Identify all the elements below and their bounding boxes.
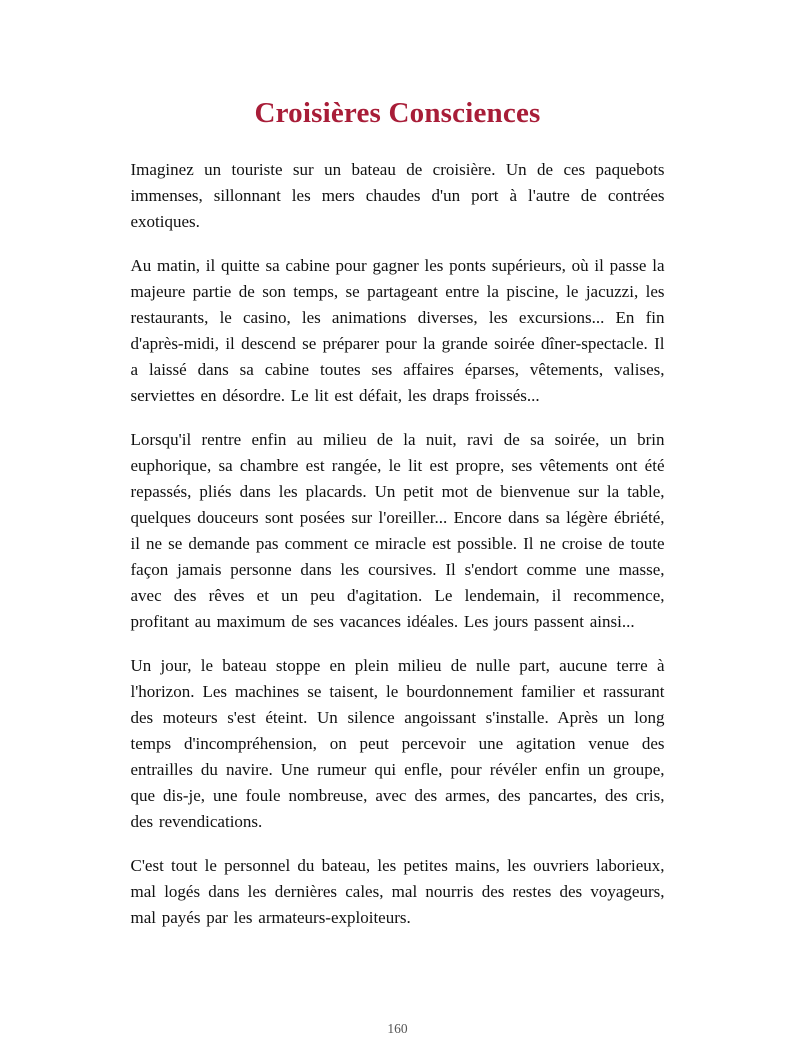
paragraph: Au matin, il quitte sa cabine pour gagner les ponts supérieurs, où il passe la majeure partie de son temps, se partageant entre la piscine, le jacuzzi, les restaurants, le casino, les animations diverses, les excursions... En fin d'après-midi, il descend se préparer pour la grande soirée dîner-spectacle. Il a laissé dans sa cabine toutes ses affaires éparses, vêtements, valises, serviettes en désordre. Le lit est défait, les draps froissés... [130,255,665,405]
text-block [131,0,665,931]
chapter-title: Croisières Consciences [254,97,541,129]
paragraph: Un jour, le bateau stoppe en plein milieu de nulle part, aucune terre à l'horizon. Les machines se taisent, le bourdonnement familier et rassurant des moteurs s'est éteint. Un silence angoissant s'installe. Après un long temps d'incompréhension, on peut percevoir une agitation venue des entrailles du navire. Une rumeur qui enfle, pour révéler enfin un groupe, que dis-je, une foule nombreuse, avec des armes, des pancartes, des cris, des revendications. [130,655,665,831]
paragraph: C'est tout le personnel du bateau, les petites mains, les ouvriers laborieux, mal logés dans les dernières cales, mal nourris des restes des voyageurs, mal payés par les armateurs-exploiteurs. [130,855,665,927]
paragraph: Lorsqu'il rentre enfin au milieu de la nuit, ravi de sa soirée, un brin euphorique, sa chambre est rangée, le lit est propre, ses vêtements ont été repassés, pliés dans les placards. Un petit mot de bienvenue sur la table, quelques douceurs sont posées sur l'oreiller... Encore dans sa légère ébriété, il ne se demande pas comment ce miracle est possible. Il ne croise de toute façon jamais personne dans les coursives. Il s'endort comme une masse, avec des rêves et un peu d'agitation. Le lendemain, il recommence, profitant au maximum de ses vacances idéales. Les jours passent ainsi... [130,429,665,631]
paragraph: Imaginez un touriste sur un bateau de croisière. Un de ces paquebots immenses, sillonnant les mers chaudes d'un port à l'autre de contrées exotiques. [130,159,665,231]
page-number: 160 [387,1021,408,1036]
